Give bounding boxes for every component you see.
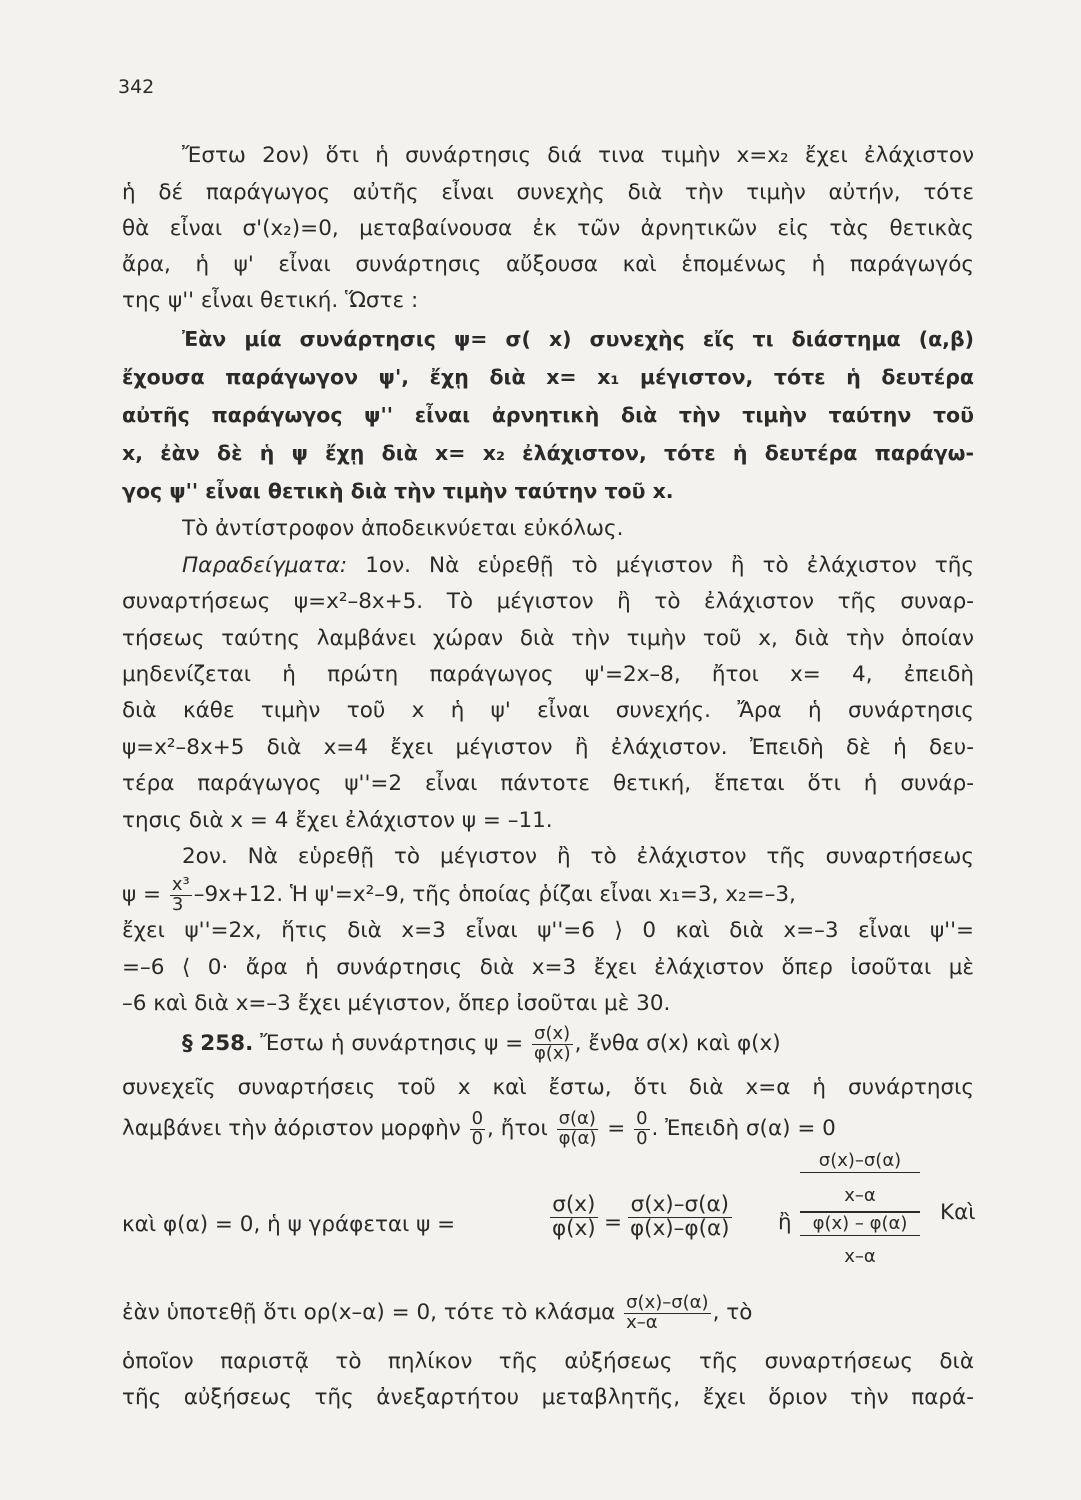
- formula-line: ἐὰν ὑποτεθῇ ὅτι ορ(x–α) = 0, τότε τὸ κλάσμα $\frac{\sigma(x)-\sigma(\alpha)}{x-\alpha}$ , τὸ: [122, 1291, 753, 1333]
- page-number: 342: [118, 76, 155, 98]
- text-line: ψ=x²–8x+5 διὰ x=4 ἔχει μέγιστον ἢ ἐλάχιστον. Ἐπειδὴ δὲ ἡ δευ-: [122, 735, 974, 760]
- formula-text: καὶ φ(α) = 0, ἡ ψ γράφεται ψ =: [122, 1212, 456, 1237]
- text-line: =–6 ⟨ 0· ἄρα ἡ συνάρτησις διὰ x=3 ἔχει ἐλάχιστον ὅπερ ἰσοῦται μὲ: [122, 955, 974, 980]
- fraction: $\frac{\sigma(x)}{\varphi(x)}$: [552, 1192, 596, 1241]
- text-line: ἔχει ψ''=2x, ἥτις διὰ x=3 εἶναι ψ''=6 ⟩ 0 καὶ διὰ x=–3 εἶναι ψ''=: [122, 918, 974, 943]
- theorem-line: αὐτῆς παράγωγος ψ'' εἶναι ἀρνητικὴ διὰ τὴν τιμὴν ταύτην τοῦ: [122, 403, 974, 427]
- fraction: $\frac{\text{x³}}{3}$: [171, 873, 190, 915]
- theorem-line: Ἐὰν μία συνάρτησις ψ= σ( x) συνεχὴς εἴς τι διάστημα (α,β): [182, 327, 974, 351]
- text-line: τέρα παράγωγος ψ''=2 εἶναι πάντοτε θετική, ἕπεται ὅτι ἡ συνάρ-: [122, 771, 974, 796]
- text-line: ἄρα, ἡ ψ' εἶναι συνάρτησις αὔξουσα καὶ ἑπομένως ἡ παράγωγός: [122, 252, 974, 277]
- text-line: Ἔστω 2ον) ὅτι ἡ συνάρτησις διά τινα τιμὴν x=x₂ ἔχει ἐλάχιστον: [182, 143, 974, 168]
- formula-line: ψ = $\frac{\text{x³}}{3}$ –9x+12. Ἡ ψ'=x²–9, τῆς ὁποίας ῥίζαι εἶναι x₁=3, x₂=–3,: [122, 873, 796, 915]
- text-line: μηδενίζεται ἡ πρώτη παράγωγος ψ'=2x–8, ἤτοι x= 4, ἐπειδὴ: [122, 662, 974, 687]
- text-line: συνεχεῖς συναρτήσεις τοῦ x καὶ ἔστω, ὅτι διὰ x=α ἡ συνάρτησις: [122, 1075, 974, 1100]
- text-line: Παραδείγματα: 1ον. Νὰ εὑρεθῇ τὸ μέγιστον ἢ τὸ ἐλάχιστον τῆς: [182, 553, 974, 578]
- equals-sign: =: [604, 1210, 623, 1235]
- theorem-line: x, ἐὰν δὲ ἡ ψ ἔχῃ διὰ x= x₂ ἐλάχιστον, τότε ἡ δευτέρα παράγω-: [122, 441, 974, 465]
- fraction: $\frac{\sigma(x)-\sigma(\alpha)}{\varphi(x)-\varphi(\alpha)}$: [630, 1192, 730, 1241]
- text-line: θὰ εἶναι σ'(x₂)=0, μεταβαίνουσα ἐκ τῶν ἀρνητικῶν εἰς τὰς θετικὰς: [122, 216, 974, 241]
- text-line: Τὸ ἀντίστροφον ἀποδεικνύεται εὐκόλως.: [182, 516, 624, 541]
- text-line: της ψ'' εἶναι θετική. Ὥστε :: [122, 288, 419, 313]
- or-word: ἢ: [778, 1210, 792, 1235]
- text-line: ὁποῖον παριστᾷ τὸ πηλίκον τῆς αὐξήσεως τῆς συναρτήσεως διὰ: [122, 1349, 974, 1374]
- text-line: τησις διὰ x = 4 ἔχει ἐλάχιστον ψ = –11.: [122, 808, 553, 833]
- fraction: $\frac{0}{0}$: [471, 1107, 484, 1149]
- section-number: § 258.: [182, 1031, 254, 1056]
- fraction: $\frac{\sigma(\alpha)}{\varphi(\alpha)}$: [558, 1107, 597, 1149]
- compound-fraction: σ(x)–σ(α) x–α φ(x) – φ(α) x–α: [800, 1150, 920, 1268]
- theorem-line: γος ψ'' εἶναι θετικὴ διὰ τὴν τιμὴν ταύτην τοῦ x.: [122, 479, 674, 503]
- text-line: συναρτήσεως ψ=x²–8x+5. Τὸ μέγιστον ἢ τὸ ἐλάχιστον τῆς συναρ-: [122, 589, 974, 614]
- text-line: ἡ δέ παράγωγος αὐτῆς εἶναι συνεχὴς διὰ τὴν τιμὴν αὐτήν, τότε: [122, 180, 974, 205]
- fraction: $\frac{\sigma(x)-\sigma(\alpha)}{x-\alpha}$: [626, 1291, 709, 1333]
- text-line: διὰ κάθε τιμὴν τοῦ x ἡ ψ' εἶναι συνεχής. Ἄρα ἡ συνάρτησις: [122, 698, 974, 723]
- formula-line: λαμβάνει τὴν ἀόριστον μορφὴν $\frac{0}{0}$ , ἤτοι $\frac{\sigma(\alpha)}{\varphi(\alpha)}$ = $\frac{0}{0}$ . Ἐπειδὴ σ(α) = 0: [122, 1107, 836, 1149]
- text-line: 2ον. Νὰ εὑρεθῇ τὸ μέγιστον ἢ τὸ ἐλάχιστον τῆς συναρτήσεως: [182, 844, 974, 869]
- text-line: τῆς αὐξήσεως τῆς ἀνεξαρτήτου μεταβλητῆς, ἔχει ὅριον τὴν παρά-: [122, 1385, 974, 1410]
- fraction: $\frac{\sigma(x)}{\varphi(x)}$: [534, 1022, 571, 1064]
- section-258-line: § 258. Ἔστω ἡ συνάρτησις ψ = $\frac{\sigma(x)}{\varphi(x)}$ , ἔνθα σ(x) καὶ φ(x): [182, 1022, 781, 1064]
- text-line: τήσεως ταύτης λαμβάνει χώραν διὰ τὴν τιμὴν τοῦ x, διὰ τὴν ὁποίαν: [122, 626, 974, 651]
- examples-label: Παραδείγματα:: [182, 553, 348, 578]
- text-line: –6 καὶ διὰ x=–3 ἔχει μέγιστον, ὅπερ ἰσοῦται μὲ 30.: [122, 991, 671, 1016]
- fraction: $\frac{0}{0}$: [636, 1107, 648, 1149]
- kai-word: Καὶ: [940, 1200, 976, 1225]
- theorem-line: ἔχουσα παράγωγον ψ', ἔχῃ διὰ x= x₁ μέγιστον, τότε ἡ δευτέρα: [122, 365, 974, 389]
